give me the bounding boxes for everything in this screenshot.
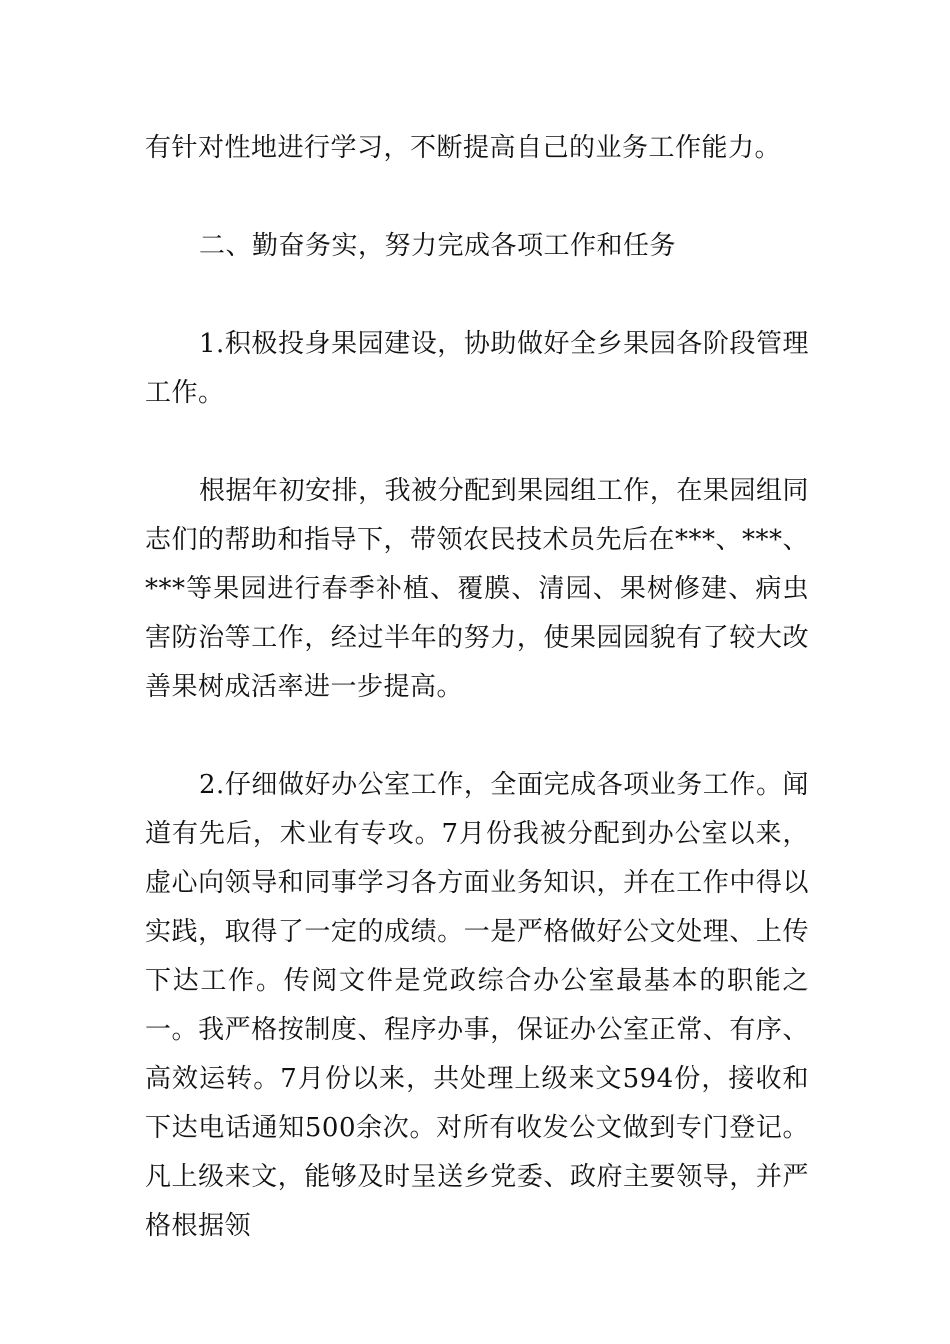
subsection-heading-1: 1.积极投身果园建设，协助做好全乡果园各阶段管理工作。 bbox=[145, 329, 809, 408]
paragraph-continuation: 有针对性地进行学习，不断提高自己的业务工作能力。 bbox=[145, 133, 782, 163]
section-heading: 二、勤奋务实，努力完成各项工作和任务 bbox=[199, 231, 677, 261]
document-body bbox=[145, 124, 809, 1251]
paragraph-orchard-work: 根据年初安排，我被分配到果园组工作，在果园组同志们的帮助和指导下，带领农民技术员先后在***、***、***等果园进行春季补植、覆膜、清园、果树修建、病虫害防治等工作，经过半年的努力，使果园园貌有了较大改善果树成活率进一步提高。 bbox=[145, 476, 810, 702]
paragraph-office-work: 2.仔细做好办公室工作，全面完成各项业务工作。闻道有先后，术业有专攻。7月份我被分配到办公室以来，虚心向领导和同事学习各方面业务知识，并在工作中得以实践，取得了一定的成绩。一是严格做好公文处理、上传下达工作。传阅文件是党政综合办公室最基本的职能之一。我严格按制度、程序办事，保证办公室正常、有序、高效运转。7月份以来，共处理上级来文594份，接收和下达电话通知500余次。对所有收发公文做到专门登记。凡上级来文，能够及时呈送乡党委、政府主要领导，并严格根据领 bbox=[145, 770, 809, 1241]
